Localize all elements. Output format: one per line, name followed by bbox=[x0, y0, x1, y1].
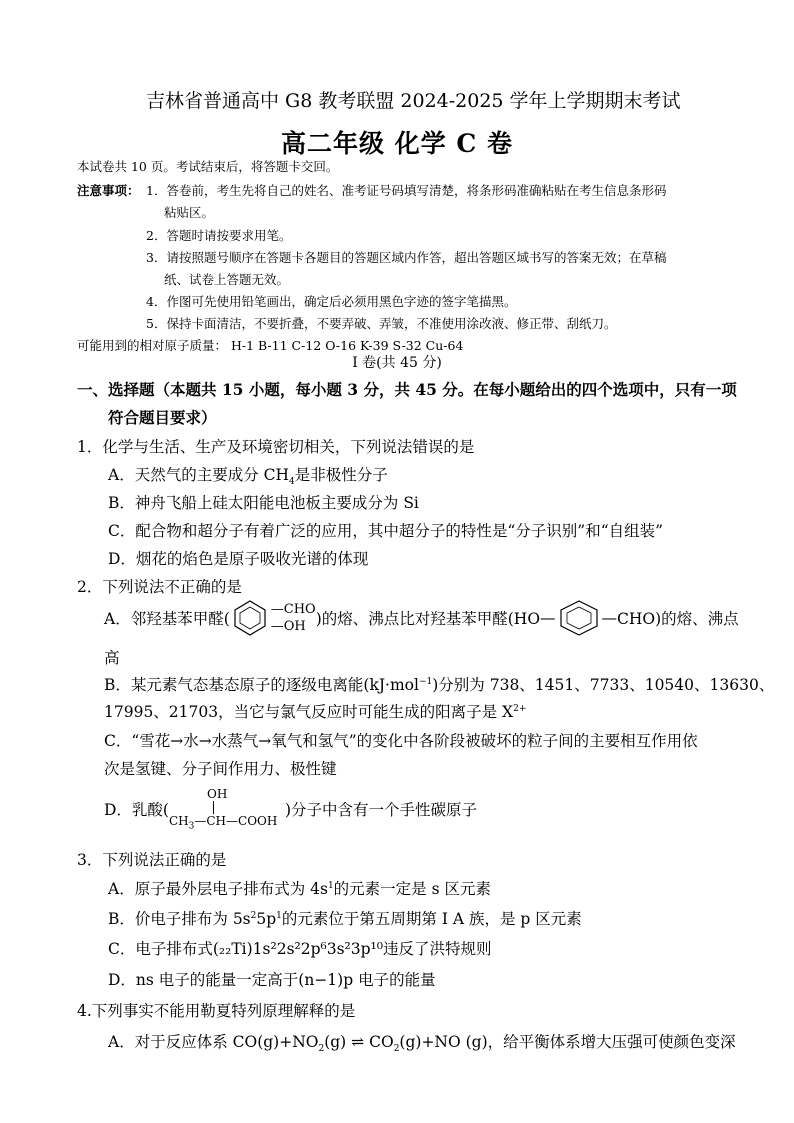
note-item: 1．答卷前，考生先将自己的姓名、准考证号码填写清楚，将条形码准确粘贴在考生信息条形码 bbox=[146, 183, 667, 198]
q2-option-c-cont: 次是氢键、分子间作用力、极性键 bbox=[104, 760, 337, 778]
q2-d-text2: )分子中含有一个手性碳原子 bbox=[284, 801, 478, 819]
q2-b-text: B．某元素气态基态原子的逐级电离能(kJ·mol bbox=[104, 676, 419, 694]
q2-option-a: A．邻羟基苯甲醛( —CHO —OH )的熔、沸点比对羟基苯甲醛(HO — — CHO)的熔、沸点 bbox=[104, 598, 739, 638]
exam-title: 吉林省普通高中 G8 教考联盟 2024-2025 学年上学期期末考试 bbox=[146, 90, 681, 112]
q2-option-c: C．“雪花→水→水蒸气→氧气和氢气”的变化中各阶段被破坏的粒子间的主要相互作用依 bbox=[104, 732, 698, 750]
section-heading: 一、选择题（本题共 15 小题，每小题 3 分，共 45 分。在每小题给出的四个选项中，只有一项 bbox=[77, 380, 737, 399]
q1-a-text: A．天然气的主要成分 CH bbox=[108, 466, 289, 484]
q2-a-text3: CHO)的熔、沸点 bbox=[617, 610, 739, 628]
q2-d-text: D．乳酸( bbox=[104, 801, 169, 819]
exam-subtitle: 高二年级 化学 C 卷 bbox=[280, 129, 513, 158]
q2-b-cont-text: 17995、21703，当它与氯气反应时可能生成的阳离子是 X bbox=[104, 703, 514, 721]
q2-a-cho: —CHO bbox=[270, 602, 316, 617]
q4-stem: 4.下列事实不能用勒夏特列原理解释的是 bbox=[77, 1002, 356, 1020]
note-item: 粘贴区。 bbox=[164, 205, 215, 220]
note-item: 3．请按照题号顺序在答题卡各题目的答题区域内作答，超出答题区域书写的答案无效；在草稿 bbox=[146, 250, 667, 265]
atomic-masses: 可能用到的相对原子质量： H-1 B-11 C-12 O-16 K-39 S-32 Cu-64 bbox=[77, 338, 464, 353]
q1-option-b: B．神舟飞船上硅太阳能电池板主要成分为 Si bbox=[108, 494, 419, 512]
q2-b-sup: −1 bbox=[418, 676, 433, 687]
note-item: 纸、试卷上答题无效。 bbox=[164, 272, 290, 287]
q1-option-d: D．烟花的焰色是原子吸收光谱的体现 bbox=[108, 550, 369, 568]
benzene-ring-para-icon bbox=[556, 599, 602, 637]
q2-option-b-cont bbox=[104, 700, 526, 722]
q3-option-d: D．ns 电子的能量一定高于(n−1)p 电子的能量 bbox=[108, 971, 436, 989]
q3-option-b: B．价电子排布为 $5s^25p^1$的元素位于第五周期第 I A 族，是 p 区元素 bbox=[108, 910, 582, 928]
note-item: 2．答题时请按要求用笔。 bbox=[146, 228, 292, 243]
q1-stem: 1．化学与生活、生产及环境密切相关，下列说法错误的是 bbox=[77, 438, 475, 456]
note-item: 4．作图可先使用铅笔画出，确定后必须用黑色字迹的签字笔描黑。 bbox=[146, 294, 517, 309]
note-item: 5．保持卡面清洁，不要折叠，不要弄破、弄皱，不准使用涂改液、修正带、刮纸刀。 bbox=[146, 316, 617, 331]
q2-a-text: A．邻羟基苯甲醛( bbox=[104, 610, 230, 628]
section-heading-cont: 符合题目要求） bbox=[108, 408, 217, 427]
benzene-ring-icon bbox=[230, 598, 270, 638]
q2-b-text2: )分别为 738、1451、7733、10540、13630、 bbox=[432, 676, 775, 694]
lactic-acid-structure bbox=[169, 787, 285, 831]
q2-a-text2: )的熔、沸点比对羟基苯甲醛(HO bbox=[315, 610, 541, 628]
q3-option-a: A．原子最外层电子排布式为 $4s^1$的元素一定是 s 区元素 bbox=[108, 880, 491, 898]
q4-option-a: A．对于反应体系 $CO(g)+NO_2(g)$ ⇌ $CO_2(g)+NO$ (g)，给平衡体系增大压强可使颜色变深 bbox=[108, 1033, 736, 1055]
q2-b-cont-sup: 2+ bbox=[513, 703, 527, 714]
q2-stem: 2．下列说法不正确的是 bbox=[77, 578, 242, 596]
q2-a-oh: —OH bbox=[270, 619, 306, 634]
notes-label: 注意事项： bbox=[77, 183, 140, 198]
lactic-oh: OH bbox=[206, 787, 228, 801]
q3-option-c: C．电子排布式(₂₂Ti)1s²2s²2p⁶3s²3p¹⁰违反了洪特规则 bbox=[108, 940, 492, 958]
q1-option-c: C．配合物和超分子有着广泛的应用，其中超分子的特性是“分子识别”和“自组装” bbox=[108, 522, 664, 540]
q2-option-b bbox=[104, 673, 774, 695]
q3-stem: 3．下列说法正确的是 bbox=[77, 851, 227, 869]
q2-option-d bbox=[104, 787, 477, 831]
q2-option-a-cont: 高 bbox=[104, 649, 120, 667]
q1-option-a bbox=[108, 463, 388, 487]
notes-intro: 本试卷共 10 页。考试结束后，将答题卡交回。 bbox=[77, 159, 339, 174]
lactic-chain: $CH_3—CH—COOH$ bbox=[168, 814, 278, 832]
q1-a-sub: 4 bbox=[289, 477, 295, 488]
equilibrium-arrow-icon: ⇌ bbox=[351, 1033, 365, 1051]
part-title: I 卷(共 45 分) bbox=[352, 355, 442, 371]
q1-a-text2: 是非极性分子 bbox=[294, 466, 388, 484]
